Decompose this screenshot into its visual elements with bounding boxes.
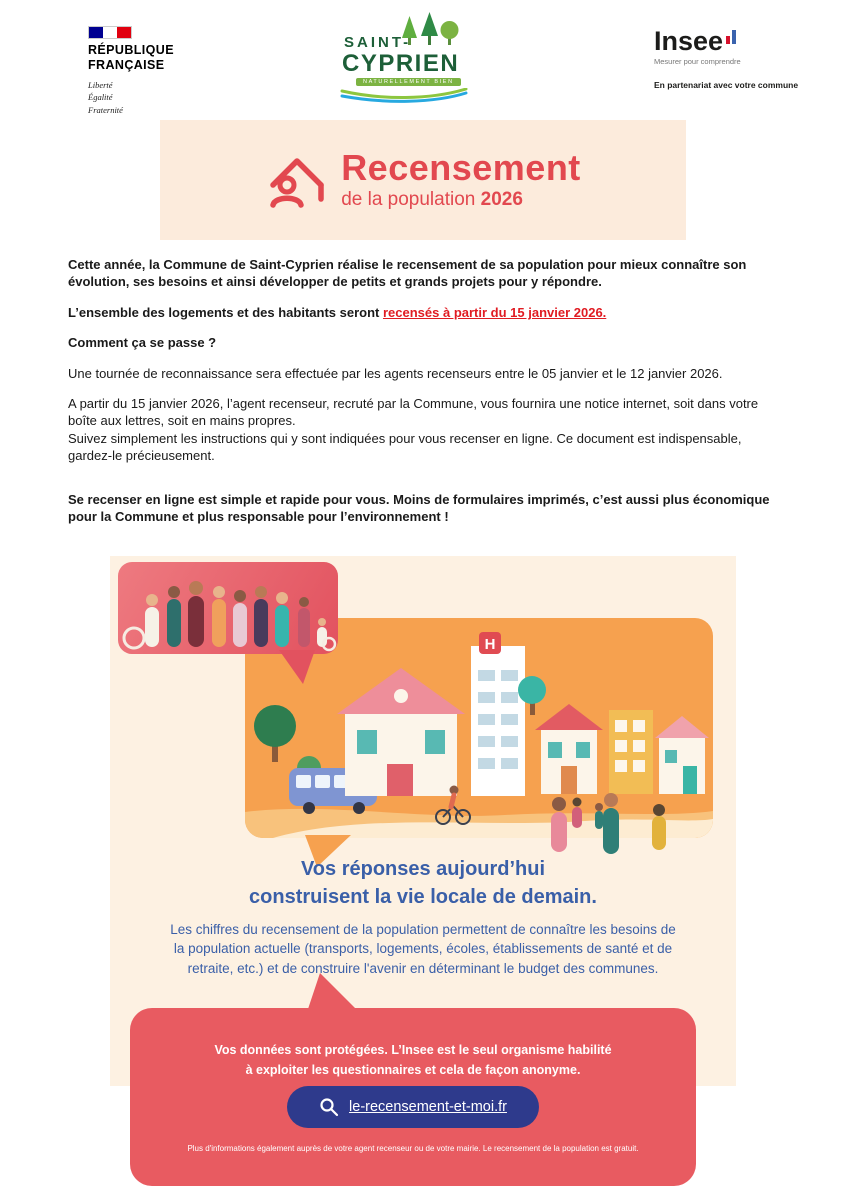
rf-motto [88, 79, 188, 117]
protection-line1: Vos données sont protégées. L’Insee est le seul organisme habilité [214, 1043, 612, 1057]
website-url-label: le-recensement-et-moi.fr [349, 1099, 507, 1115]
swoosh-icon [338, 88, 470, 104]
hospital-sign: H [484, 636, 496, 653]
commune-name-line2: CYPRIEN [342, 50, 460, 77]
republique-francaise-logo [88, 26, 188, 117]
data-protection-text [130, 1008, 696, 1080]
people-group-illustration [118, 562, 338, 654]
rf-line2: FRANÇAISE [88, 57, 165, 72]
french-flag-icon [88, 26, 132, 39]
saint-cyprien-logo [334, 12, 474, 108]
headline-line2: construisent la vie locale de demain. [249, 885, 597, 908]
commune-name-line1: SAINT- [344, 34, 412, 51]
commune-tagline: NATURELLEMENT BIEN [356, 78, 461, 86]
insee-partner-text: En partenariat avec votre commune [654, 80, 799, 90]
motto-egalite: Égalité [88, 92, 113, 103]
recensement-website-button[interactable] [287, 1086, 539, 1128]
insee-name: Insee [654, 26, 724, 56]
headline-line1: Vos réponses aujourd’hui [300, 858, 546, 880]
motto-liberte: Liberté [88, 79, 113, 90]
notice-paragraph [68, 395, 780, 465]
search-icon [319, 1097, 339, 1117]
banner-title: Recensement [341, 146, 581, 188]
intro-paragraph: Cette année, la Commune de Saint-Cyprien réalise le recensement de sa population pour mieux connaître son évolution, ses besoins et ainsi développer de petits et grands projets pour y répondre. [68, 257, 747, 290]
online-benefits-paragraph: Se recenser en ligne est simple et rapide pour vous. Moins de formulaires imprimés, c’est aussi plus économique pour la Commune et plus responsable pour l’environnement ! [68, 491, 770, 525]
notice-part2: Suivez simplement les instructions qui y sont indiquées pour vous recenser en ligne. Ce document est indispensable, gardez-le précieusement. [68, 430, 742, 464]
census-date-prefix: L’ensemble des logements et des habitants seront [68, 304, 383, 320]
banner-subtitle-text: de la population [341, 188, 476, 210]
insee-bars-icon [726, 28, 736, 44]
footer-small-print: Plus d'informations également auprès de votre agent recenseur ou de votre mairie. Le recensement de la population est gratuit. [187, 1144, 639, 1153]
insee-logo [654, 28, 804, 90]
people-bubble-tail [275, 650, 315, 686]
how-it-works-heading: Comment ça se passe ? [68, 335, 217, 351]
illustration-paragraph: Les chiffres du recensement de la population permettent de connaître les besoins de la population actuelle (transports, logements, écoles, établissements de santé et de retraite, etc.) et de construire l'avenir en déterminant le budget des communes. [170, 922, 676, 976]
people-illustration-bubble [118, 562, 338, 654]
rf-wordmark [88, 43, 188, 73]
letter-body [68, 256, 780, 538]
notice-part1: A partir du 15 janvier 2026, l’agent recenseur, recruté par la Commune, vous fournira une notice internet, soit dans votre boîte aux lettres, soit en mains propres. [68, 396, 759, 429]
recensement-banner [160, 120, 686, 240]
insee-tagline: Mesurer pour comprendre [654, 57, 741, 66]
motto-fraternite: Fraternité [88, 105, 123, 115]
illustration-headline [110, 856, 736, 911]
insee-wordmark [654, 28, 804, 55]
reconnaissance-paragraph: Une tournée de reconnaissance sera effectuée par les agents recenseurs entre le 05 janvier et le 12 janvier 2026. [68, 365, 723, 381]
data-protection-card [130, 1008, 696, 1186]
protection-line2: à exploiter les questionnaires et cela de façon anonyme. [245, 1063, 581, 1077]
footer-card-tail [308, 973, 356, 1009]
banner-subtitle [341, 189, 581, 211]
illustration-panel [110, 556, 736, 1086]
rf-line1: RÉPUBLIQUE [88, 43, 174, 57]
banner-year: 2026 [480, 188, 523, 210]
census-date-paragraph [68, 304, 780, 321]
house-person-icon [265, 151, 329, 209]
census-date-link[interactable]: recensés à partir du 15 janvier 2026. [382, 304, 607, 320]
